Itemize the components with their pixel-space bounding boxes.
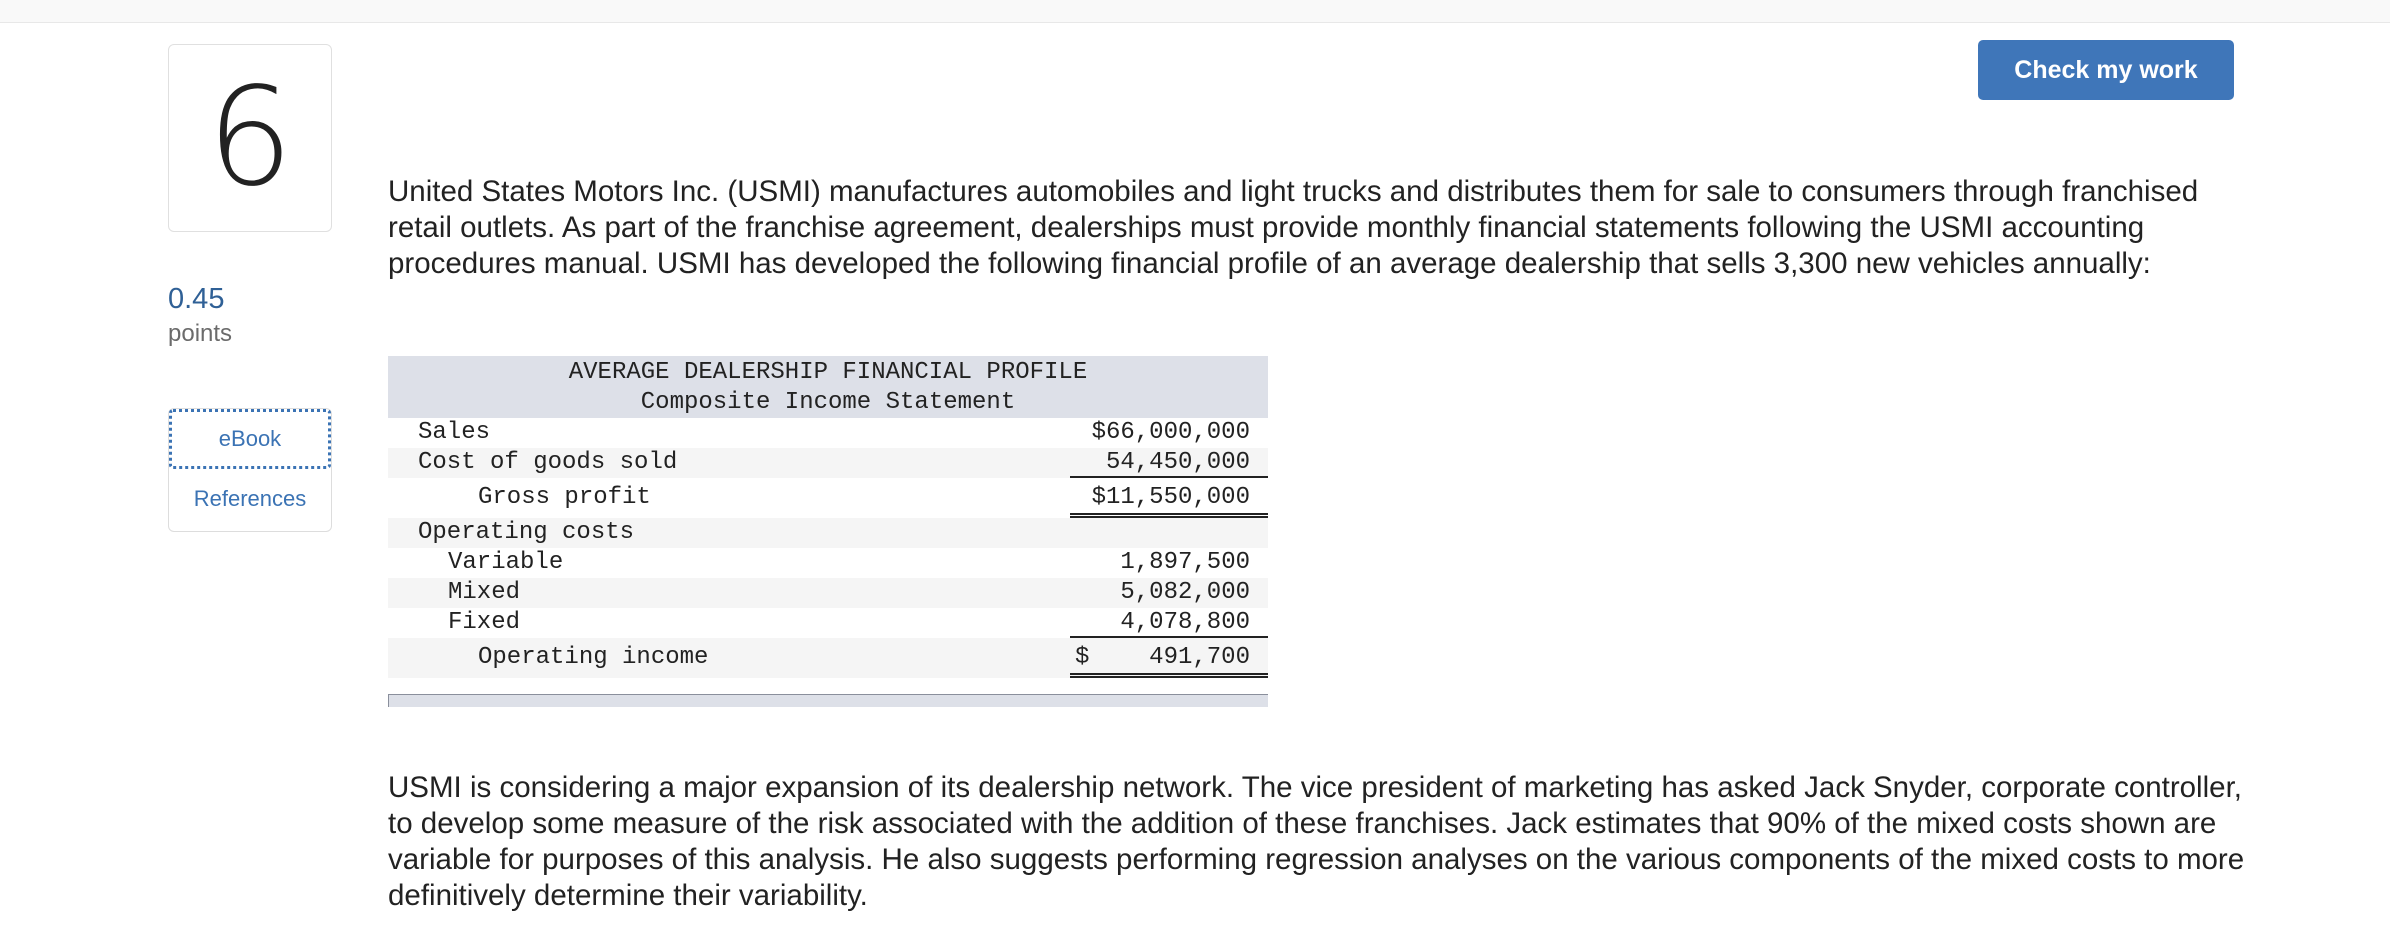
followup-paragraph: USMI is considering a major expansion of its dealership network. The vice president of marketing has asked Jack Snyder, corporate controller, to develop some measure of the risk associated with the addition of these franchises. Jack estimates that 90% of the mixed costs shown are variable for purposes of this analysis. He also suggests performing regression analyses on the various components of the mixed costs to more definitively determine their variability.	[388, 771, 2245, 912]
row-amount: 4,078,800	[1120, 609, 1250, 636]
table-row-cogs	[388, 448, 1268, 478]
row-label: Sales	[418, 419, 491, 446]
row-amount: 1,897,500	[1120, 549, 1250, 576]
table-row-variable	[388, 548, 1268, 578]
table-row-sales	[388, 418, 1268, 448]
row-amount: $11,550,000	[1091, 484, 1250, 511]
resources-panel	[168, 408, 332, 532]
row-amount: 491,700	[1149, 644, 1250, 671]
row-amount: 5,082,000	[1120, 579, 1250, 606]
question-number: 6	[168, 44, 332, 232]
ebook-button[interactable]: eBook	[169, 409, 331, 469]
points-value: 0.45	[168, 283, 225, 315]
check-my-work-button[interactable]: Check my work	[1978, 40, 2234, 100]
table-row-fixed	[388, 608, 1268, 638]
row-label: Operating costs	[418, 519, 635, 546]
row-amount: 54,450,000	[1105, 449, 1250, 476]
row-label: Cost of goods sold	[418, 449, 678, 476]
row-label: Mixed	[448, 579, 521, 606]
points-label: points	[168, 320, 233, 347]
intro-paragraph: United States Motors Inc. (USMI) manufactures automobiles and light trucks and distributes them for sale to consumers through franchised retail outlets. As part of the franchise agreement, dealerships must provide monthly financial statements following the USMI accounting procedures manual. USMI has developed the following financial profile of an average dealership that sells 3,300 new vehicles annually:	[388, 175, 2199, 280]
table-title: AVERAGE DEALERSHIP FINANCIAL PROFILE	[568, 359, 1088, 386]
row-label: Gross profit	[478, 484, 651, 511]
financial-profile-table	[388, 356, 1268, 707]
table-footer-bar	[388, 694, 1268, 707]
currency-symbol: $	[1075, 644, 1090, 671]
table-row-operating-costs	[388, 518, 1268, 548]
table-row-gross-profit	[388, 478, 1268, 518]
row-label: Variable	[448, 549, 564, 576]
top-bar	[0, 0, 2390, 23]
table-subtitle: Composite Income Statement	[640, 389, 1016, 416]
table-row-operating-income	[388, 638, 1268, 678]
row-label: Operating income	[478, 644, 709, 671]
table-header	[388, 356, 1268, 418]
table-row-mixed	[388, 578, 1268, 608]
row-label: Fixed	[448, 609, 521, 636]
references-button[interactable]: References	[193, 486, 307, 511]
row-amount: $66,000,000	[1091, 419, 1250, 446]
